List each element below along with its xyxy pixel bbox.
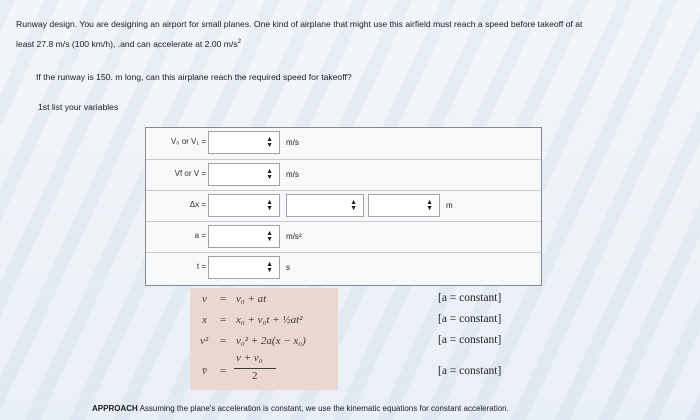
dx-value-select-3[interactable] [368,194,440,217]
unit-label: m/s² [286,232,302,241]
dx-value-select-2[interactable] [286,194,364,217]
eq2-equals: = [220,314,227,326]
kinematic-equations-panel [190,288,338,390]
eq3-equals: = [220,335,227,347]
variable-label: a = [194,231,206,240]
eq1-lhs: v [202,293,207,305]
dx-value-select-1[interactable] [208,194,280,217]
approach-text: Assuming the plane's acceleration is constant, we use the kinematic equations for constant acceleration. [137,404,509,413]
problem-line-2 [16,34,686,54]
eq1-rhs: v₀ + at [236,293,267,305]
variable-row-a [146,221,541,252]
constant-condition: [a = constant] [438,334,502,346]
updown-arrows-icon: ▲ ▼ [266,230,273,243]
variable-row-t [146,252,541,283]
unit-label: m [446,201,453,210]
constant-condition: [a = constant] [438,313,502,325]
variable-row-dx [146,190,541,221]
problem-line-1: Runway design. You are designing an airport for small planes. One kind of airplane that might use this airfield must reach a speed before takeoff of at [16,19,583,29]
eq4-lhs: v̄ [202,365,207,377]
updown-arrows-icon: ▲ ▼ [350,199,357,212]
variable-label: t = [196,262,206,271]
variable-row-v0 [146,128,541,158]
eq4-equals: = [220,365,227,377]
a-value-select[interactable] [208,225,280,248]
approach-label: APPROACH [92,404,138,413]
t-value-select[interactable] [208,256,280,279]
unit-label: m/s [286,170,299,179]
variable-label: Vf or V = [174,169,206,178]
updown-arrows-icon: ▲ ▼ [266,261,273,274]
problem-line-2-text: least 27.8 m/s (100 km/h), .and can accelerate at 2.00 m/s [16,39,238,49]
unit-label: m/s [286,138,299,147]
eq1-equals: = [220,293,227,305]
vf-value-select[interactable] [208,163,280,186]
eq4-numerator: v + v₀ [236,352,263,364]
eq2-rhs: x₀ + v₀t + ½at² [236,314,303,326]
updown-arrows-icon: ▲ ▼ [266,136,273,149]
updown-arrows-icon: ▲ ▼ [266,199,273,212]
question-text: If the runway is 150. m long, can this airplane reach the required speed for takeoff? [36,72,352,82]
eq3-rhs: v₀² + 2a(x − x₀) [236,335,306,347]
eq3-lhs: v² [200,335,209,347]
variable-row-vf [146,159,541,190]
v0-value-select[interactable] [208,131,280,154]
variables-table [145,127,542,286]
updown-arrows-icon: ▲ ▼ [266,168,273,181]
exponent: 2 [237,39,241,46]
fraction-bar [234,368,276,369]
updown-arrows-icon: ▲ ▼ [426,199,433,212]
eq4-denominator: 2 [252,370,258,382]
approach-note [92,404,509,413]
constant-condition: [a = constant] [438,292,502,304]
eq2-lhs: x [202,314,207,326]
constant-condition: [a = constant] [438,365,502,377]
problem-statement [16,14,686,54]
unit-label: s [286,263,290,272]
variable-label: V₀ or V₁ = [170,137,206,146]
list-variables-prompt: 1st list your variables [38,102,119,112]
variable-label: Δx = [189,200,206,209]
